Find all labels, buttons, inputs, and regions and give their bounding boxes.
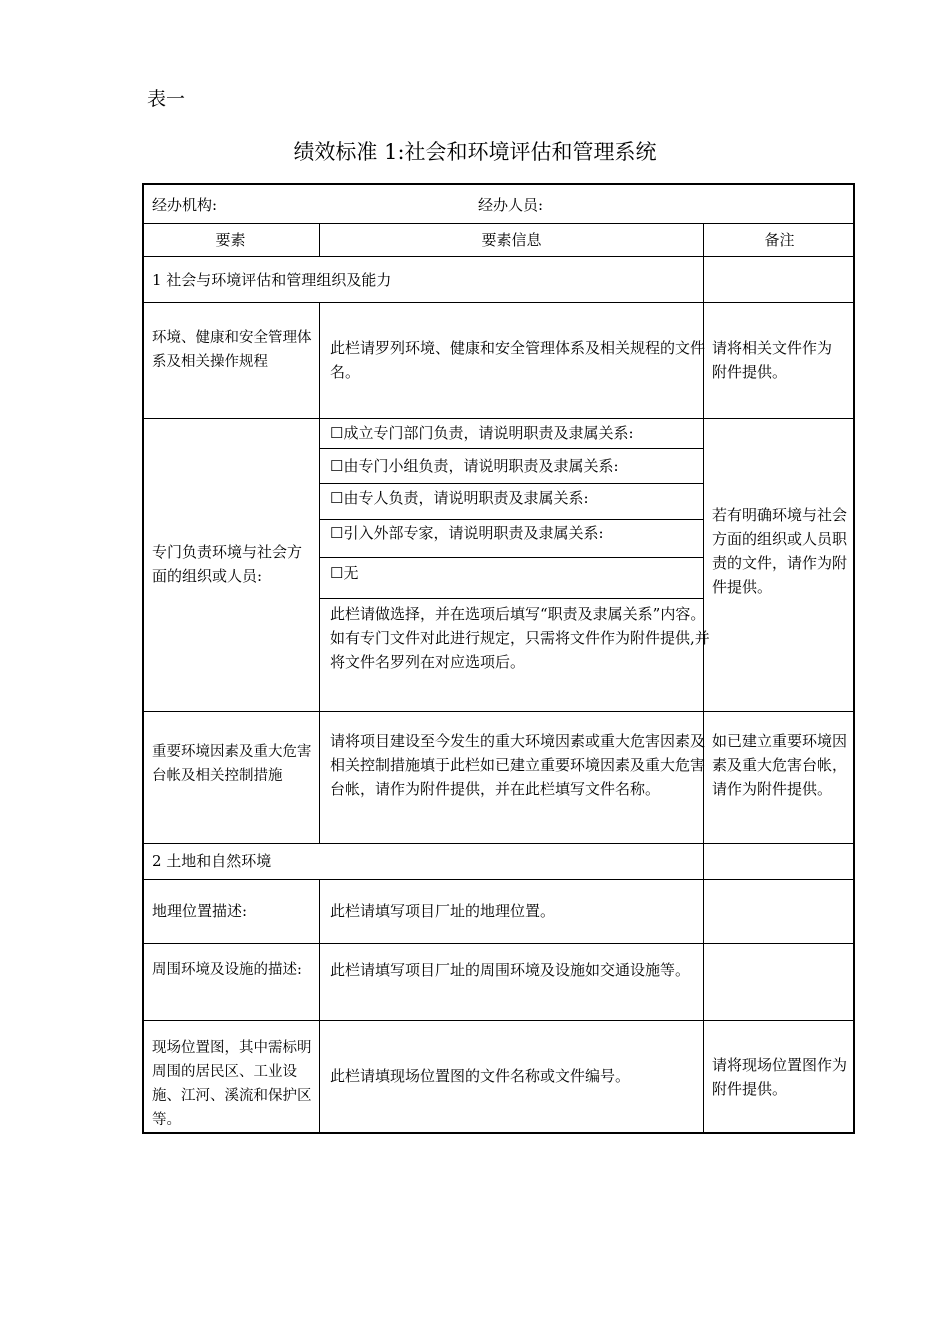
option-divider [320,598,703,599]
info-cell: 此栏请填写项目厂址的周围环境及设施如交通设施等。 [330,961,691,979]
row-divider [142,256,855,257]
checkbox-option[interactable]: ☐无 [330,564,359,582]
row-divider [142,1020,855,1021]
row-divider [142,943,855,944]
col-divider [319,879,320,1134]
element-cell: 专门负责环境与社会方面的组织或人员: [152,543,303,585]
section-title: 1 社会与环境评估和管理组织及能力 [152,271,392,289]
info-cell: 请将项目建设至今发生的重大环境因素或重大危害因素及相关控制措施填于此栏如已建立重要环境因素及重大危害台帐，请作为附件提供，并在此栏填写文件名称。 [330,732,706,798]
row-divider [142,843,855,844]
element-cell: 重要环境因素及重大危害台帐及相关控制措施 [152,744,312,784]
info-cell: 此栏请填写项目厂址的地理位置。 [330,902,556,920]
col-divider [703,843,704,879]
table-label: 表一 [147,88,186,110]
row-divider [142,302,855,303]
person-field-label: 经办人员: [478,196,544,214]
row-divider [142,223,855,224]
element-cell: 环境、健康和安全管理体系及相关操作规程 [152,330,312,370]
checkbox-option[interactable]: ☐由专人负责，请说明职责及隶属关系: [330,489,589,507]
checkbox-option[interactable]: ☐成立专门部门负责，请说明职责及隶属关系: [330,424,634,442]
element-cell: 现场位置图，其中需标明周围的居民区、工业设施、江河、溪流和保护区等。 [152,1040,312,1128]
element-cell: 地理位置描述: [152,902,248,920]
row-divider [142,418,855,419]
info-cell: 此栏请填现场位置图的文件名称或文件编号。 [330,1067,631,1085]
element-cell: 周围环境及设施的描述: [152,962,302,978]
checkbox-option[interactable]: ☐引入外部专家，请说明职责及隶属关系: [330,524,604,542]
header-info: 要素信息 [481,231,542,249]
note-cell: 如已建立重要环境因素及重大危害台帐，请作为附件提供。 [712,732,848,798]
row-divider [142,879,855,880]
col-divider [703,879,704,1134]
option-divider [320,557,703,558]
header-element: 要素 [215,231,246,249]
checkbox-option[interactable]: ☐由专门小组负责，请说明职责及隶属关系: [330,457,619,475]
col-divider [319,302,320,843]
header-note: 备注 [764,231,795,249]
note-cell: 若有明确环境与社会方面的组织或人员职责的文件，请作为附件提供。 [712,506,848,596]
note-cell: 请将相关文件作为附件提供。 [712,339,833,381]
document-title: 绩效标准 1:社会和环境评估和管理系统 [293,140,657,164]
note-cell: 请将现场位置图作为附件提供。 [712,1056,848,1098]
option-divider [320,483,703,484]
option-divider [320,519,703,520]
option-divider [320,448,703,449]
row-divider [142,711,855,712]
instruction-text: 此栏请做选择，并在选项后填写“职责及隶属关系”内容。如有专门文件对此进行规定，只需将文件作为附件提供,并将文件名罗列在对应选项后。 [330,605,710,671]
section-title: 2 土地和自然环境 [152,852,272,870]
info-cell: 此栏请罗列环境、健康和安全管理体系及相关规程的文件名。 [330,339,706,381]
agency-field-label: 经办机构: [152,196,218,214]
col-divider [703,256,704,302]
